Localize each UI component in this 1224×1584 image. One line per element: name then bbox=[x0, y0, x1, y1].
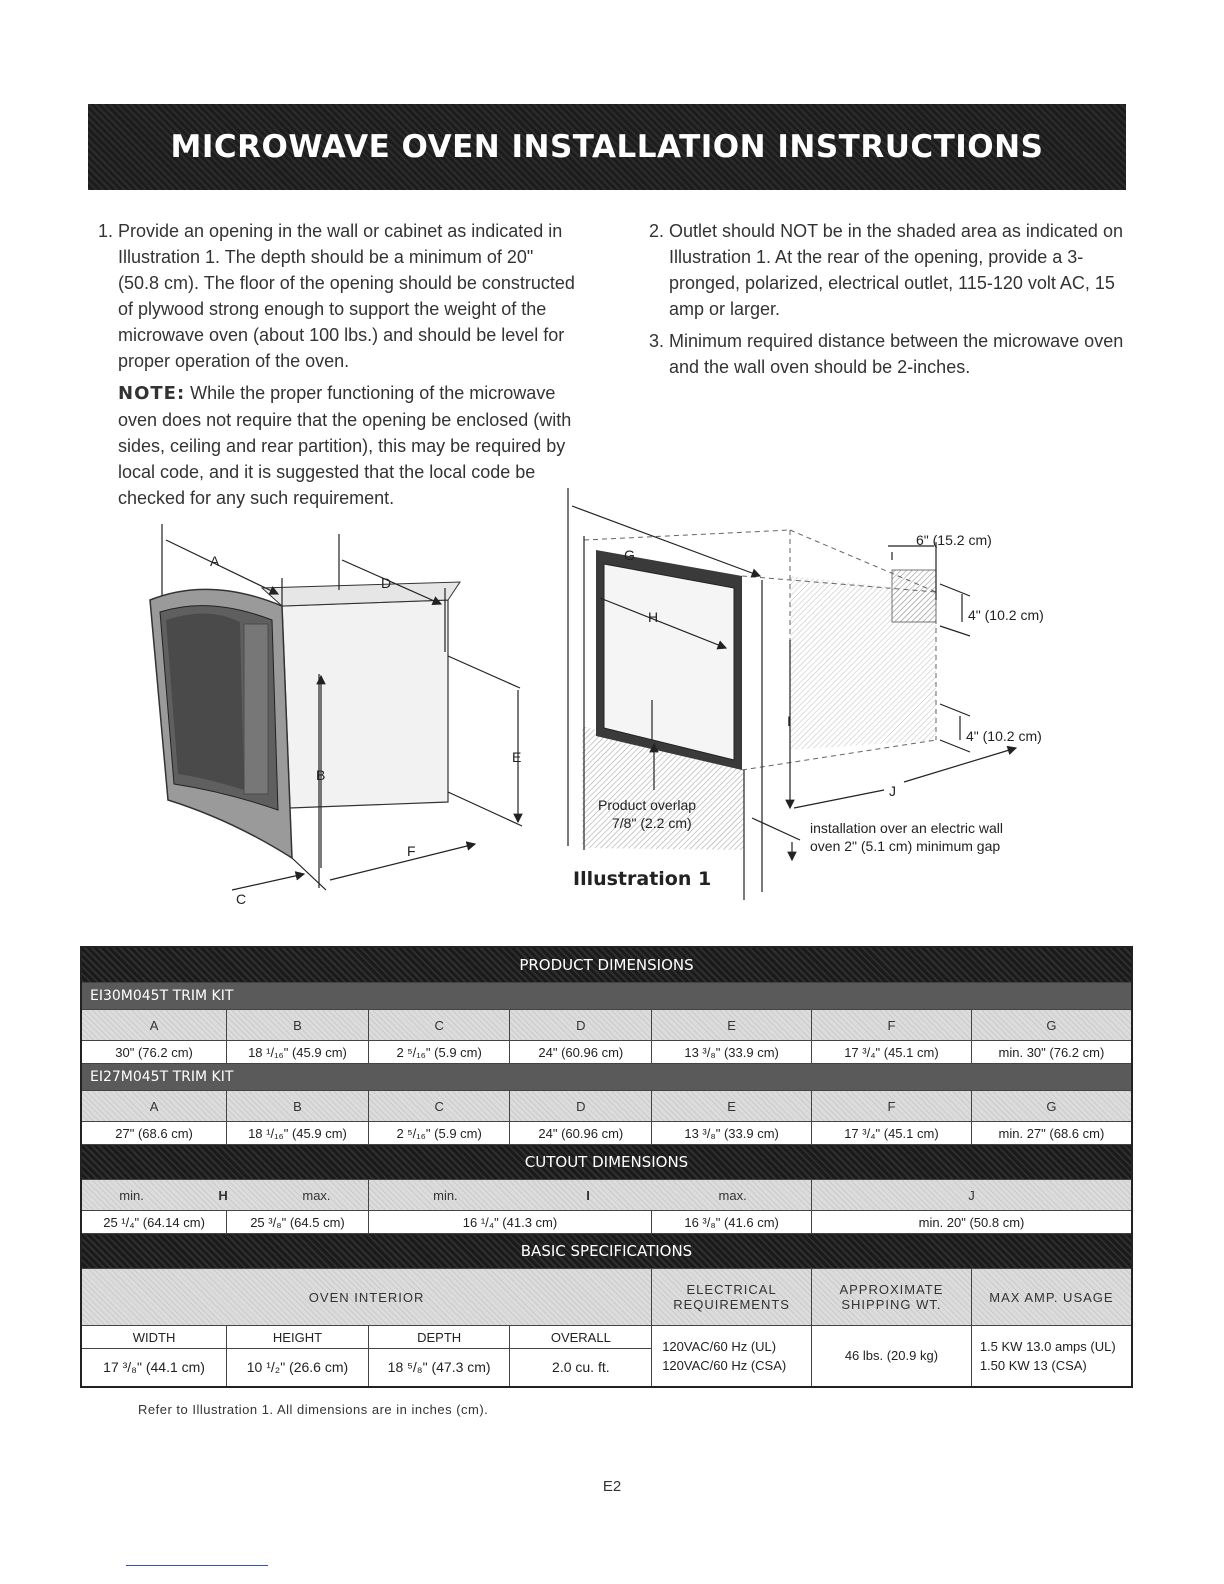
col-e: E bbox=[652, 1091, 812, 1122]
label-f: F bbox=[407, 843, 416, 859]
label-e: E bbox=[512, 749, 522, 765]
label-b: B bbox=[316, 767, 326, 783]
instructions-left-column bbox=[86, 218, 575, 511]
cutout-h-label: H bbox=[218, 1187, 228, 1203]
col-d: D bbox=[510, 1091, 652, 1122]
illustration-title: Illustration 1 bbox=[573, 868, 712, 890]
table-cell: 13 ³/₈" (33.9 cm) bbox=[652, 1041, 812, 1064]
instruction-step-1: 1. Provide an opening in the wall or cabinet as indicated in Illustration 1. The depth should be a minimum of 20" (50.8 cm). The floor of the opening should be constructed of plywood strong enough to support the weight of the microwave oven (about 100 lbs.) and should be level for proper operation of the oven. bbox=[118, 218, 575, 374]
label-h: H bbox=[648, 609, 659, 625]
table-cell: 27" (68.6 cm) bbox=[81, 1122, 227, 1145]
max-amp-header: MAX AMP. USAGE bbox=[971, 1269, 1132, 1326]
instructions-right-column bbox=[637, 218, 1126, 511]
cutout-i-min-label: min. bbox=[433, 1187, 458, 1203]
label-d: D bbox=[381, 575, 392, 591]
kit-30-value-row bbox=[81, 1041, 1132, 1064]
depth-value: 18 ⁵/₈" (47.3 cm) bbox=[368, 1349, 510, 1387]
label-g: G bbox=[624, 547, 635, 563]
cutout-h-min: 25 ¹/₄" (64.14 cm) bbox=[81, 1211, 227, 1234]
note-label: NOTE: bbox=[118, 383, 186, 404]
col-c: C bbox=[368, 1010, 510, 1041]
wall-oven-note-2: oven 2" (5.1 cm) minimum gap bbox=[810, 838, 1001, 854]
page-title: MICROWAVE OVEN INSTALLATION INSTRUCTIONS bbox=[88, 104, 1126, 190]
table-cell: 13 ³/₈" (33.9 cm) bbox=[652, 1122, 812, 1145]
cutout-h-header bbox=[81, 1180, 368, 1211]
cutout-i-max-label: max. bbox=[718, 1187, 747, 1203]
shipping-header: APPROXIMATE SHIPPING WT. bbox=[812, 1269, 972, 1326]
table-cell: 18 ¹/₁₆" (45.9 cm) bbox=[227, 1041, 369, 1064]
cutout-i-label: I bbox=[586, 1187, 590, 1203]
spec-subheader-row bbox=[81, 1326, 1132, 1349]
cutout-dimensions-header: CUTOUT DIMENSIONS bbox=[81, 1145, 1132, 1180]
label-i: I bbox=[787, 713, 791, 729]
cutout-j-header: J bbox=[812, 1180, 1132, 1211]
electrical-header: ELECTRICAL REQUIREMENTS bbox=[652, 1269, 812, 1326]
width-label: WIDTH bbox=[81, 1326, 227, 1349]
kit-27-title: EI27M045T TRIM KIT bbox=[81, 1064, 1132, 1091]
col-a: A bbox=[81, 1010, 227, 1041]
height-label: HEIGHT bbox=[227, 1326, 369, 1349]
page-number: E2 bbox=[602, 1478, 622, 1495]
cutout-h-min-label: min. bbox=[119, 1187, 144, 1203]
instruction-step-2: 2. Outlet should NOT be in the shaded area as indicated on Illustration 1. At the rear of the opening, provide a 3-pronged, polarized, electrical outlet, 115-120 volt AC, 15 amp or larger. bbox=[669, 218, 1126, 322]
overall-label: OVERALL bbox=[510, 1326, 652, 1349]
col-e: E bbox=[652, 1010, 812, 1041]
cutout-i-min: 16 ¹/₄" (41.3 cm) bbox=[368, 1211, 651, 1234]
label-c: C bbox=[236, 891, 247, 907]
overall-value: 2.0 cu. ft. bbox=[510, 1349, 652, 1387]
table-cell: 24" (60.96 cm) bbox=[510, 1122, 652, 1145]
amp-ul: 1.5 KW 13.0 amps (UL) bbox=[979, 1338, 1116, 1354]
instructions bbox=[86, 218, 1126, 511]
table-cell: 2 ⁵/₁₆" (5.9 cm) bbox=[368, 1041, 510, 1064]
kit-27-value-row bbox=[81, 1122, 1132, 1145]
kit-30-header-row bbox=[81, 1010, 1132, 1041]
col-a: A bbox=[81, 1091, 227, 1122]
cutout-j-min: min. 20" (50.8 cm) bbox=[812, 1211, 1132, 1234]
shipping-weight: 46 lbs. (20.9 kg) bbox=[812, 1326, 972, 1387]
label-j: J bbox=[889, 783, 896, 799]
col-b: B bbox=[227, 1091, 369, 1122]
table-cell: 30" (76.2 cm) bbox=[81, 1041, 227, 1064]
table-cell: 17 ³/₄" (45.1 cm) bbox=[812, 1122, 972, 1145]
width-value: 17 ³/₈" (44.1 cm) bbox=[81, 1349, 227, 1387]
table-cell: min. 27" (68.6 cm) bbox=[971, 1122, 1132, 1145]
cutout-header-row bbox=[81, 1180, 1132, 1211]
electrical-csa: 120VAC/60 Hz (CSA) bbox=[662, 1357, 787, 1373]
kit-27-header-row bbox=[81, 1091, 1132, 1122]
col-f: F bbox=[812, 1091, 972, 1122]
electrical-value bbox=[652, 1326, 812, 1387]
cutout-i-header bbox=[368, 1180, 811, 1211]
illustration-1 bbox=[0, 484, 1224, 924]
cutout-value-row bbox=[81, 1211, 1132, 1234]
table-cell: 24" (60.96 cm) bbox=[510, 1041, 652, 1064]
col-b: B bbox=[227, 1010, 369, 1041]
amp-csa: 1.50 KW 13 (CSA) bbox=[979, 1357, 1087, 1373]
cutout-h-max: 25 ³/₈" (64.5 cm) bbox=[227, 1211, 369, 1234]
wall-oven-note-1: installation over an electric wall bbox=[810, 820, 1003, 836]
electrical-ul: 120VAC/60 Hz (UL) bbox=[662, 1338, 777, 1354]
product-dimensions-header: PRODUCT DIMENSIONS bbox=[81, 947, 1132, 983]
col-c: C bbox=[368, 1091, 510, 1122]
microwave-drawing bbox=[150, 582, 460, 858]
specifications-table bbox=[80, 946, 1133, 1388]
label-a: A bbox=[210, 553, 220, 569]
overlap-line-2: 7/8" (2.2 cm) bbox=[612, 815, 692, 831]
col-d: D bbox=[510, 1010, 652, 1041]
spec-header-row bbox=[81, 1269, 1132, 1326]
max-amp-value bbox=[971, 1326, 1132, 1387]
cutout-i-max: 16 ³/₈" (41.6 cm) bbox=[652, 1211, 812, 1234]
kit-30-title: EI30M045T TRIM KIT bbox=[81, 983, 1132, 1010]
col-f: F bbox=[812, 1010, 972, 1041]
oven-interior-header: OVEN INTERIOR bbox=[81, 1269, 652, 1326]
col-g: G bbox=[971, 1091, 1132, 1122]
table-cell: 2 ⁵/₁₆" (5.9 cm) bbox=[368, 1122, 510, 1145]
dim-4in-bottom: 4" (10.2 cm) bbox=[966, 728, 1042, 744]
basic-specifications-header: BASIC SPECIFICATIONS bbox=[81, 1234, 1132, 1269]
footnote: Refer to Illustration 1. All dimensions are in inches (cm). bbox=[138, 1402, 489, 1417]
table-cell: min. 30" (76.2 cm) bbox=[971, 1041, 1132, 1064]
dim-4in-top: 4" (10.2 cm) bbox=[968, 607, 1044, 623]
dim-6in: 6" (15.2 cm) bbox=[916, 532, 992, 548]
note-text: While the proper functioning of the microwave oven does not require that the opening be enclosed (with sides, ceiling and rear partition), this may be required by local code, and it is suggested that the local code be checked for any such requirement. bbox=[118, 383, 572, 508]
depth-label: DEPTH bbox=[368, 1326, 510, 1349]
table-cell: 18 ¹/₁₆" (45.9 cm) bbox=[227, 1122, 369, 1145]
footer-rule bbox=[126, 1565, 268, 1566]
overlap-line-1: Product overlap bbox=[598, 797, 697, 813]
height-value: 10 ¹/₂" (26.6 cm) bbox=[227, 1349, 369, 1387]
col-g: G bbox=[971, 1010, 1132, 1041]
table-cell: 17 ³/₄" (45.1 cm) bbox=[812, 1041, 972, 1064]
cutout-h-max-label: max. bbox=[302, 1187, 331, 1203]
instruction-step-3: 3. Minimum required distance between the microwave oven and the wall oven should be 2-inches. bbox=[669, 328, 1126, 380]
